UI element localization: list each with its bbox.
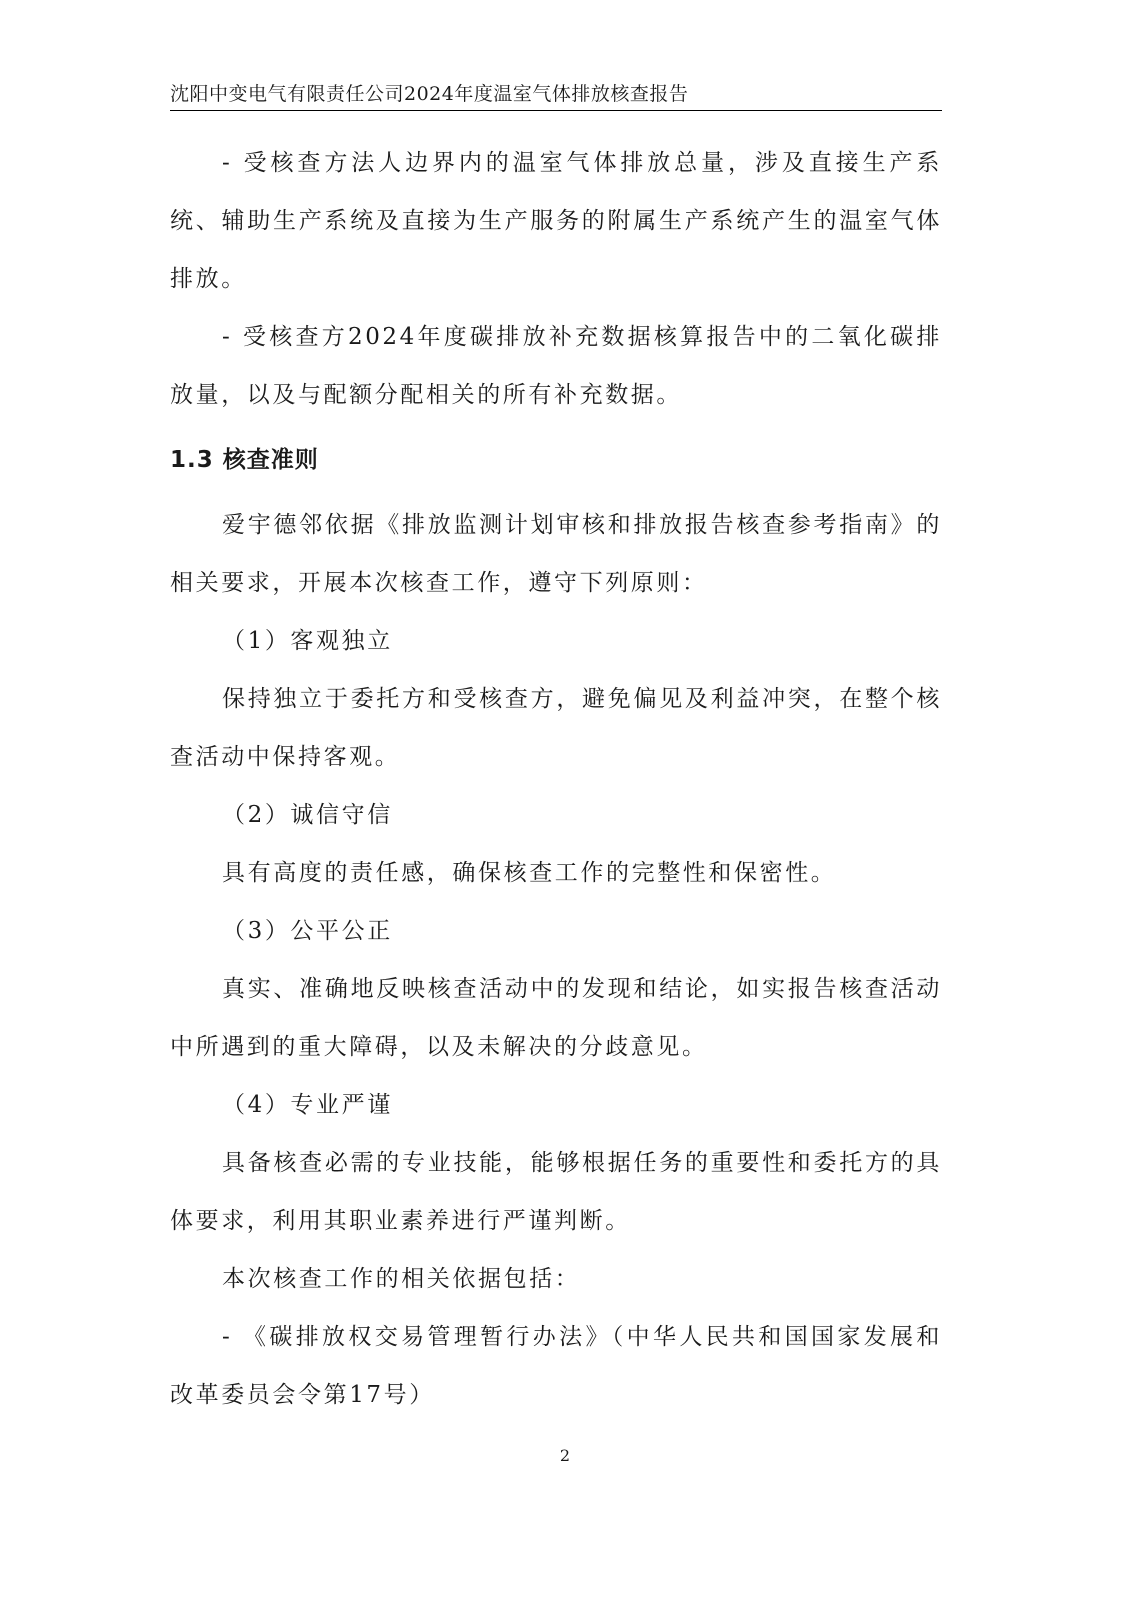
basis-item: - 《碳排放权交易管理暂行办法》（中华人民共和国国家发展和改革委员会令第17号） xyxy=(170,1324,942,1408)
scope-item-2: - 受核查方2024年度碳排放补充数据核算报告中的二氧化碳排放量，以及与配额分配相关的所有补充数据。 xyxy=(170,324,942,408)
section-heading: 1.3 核查准则 xyxy=(170,447,319,473)
scope-item-1: - 受核查方法人边界内的温室气体排放总量，涉及直接生产系统、辅助生产系统及直接为生产服务的附属生产系统产生的温室气体排放。 xyxy=(170,150,942,292)
section-intro: 爱宇德邻依据《排放监测计划审核和排放报告核查参考指南》的相关要求，开展本次核查工作，遵守下列原则： xyxy=(170,512,942,596)
principle-text: 具有高度的责任感，确保核查工作的完整性和保密性。 xyxy=(222,860,837,886)
principle-text: 保持独立于委托方和受核查方，避免偏见及利益冲突，在整个核查活动中保持客观。 xyxy=(170,686,942,770)
principle-text: 具备核查必需的专业技能，能够根据任务的重要性和委托方的具体要求，利用其职业素养进行严谨判断。 xyxy=(170,1150,942,1234)
principle-title: （4）专业严谨 xyxy=(222,1092,393,1118)
principle-title: （3）公平公正 xyxy=(222,918,393,944)
page-header: 沈阳中变电气有限责任公司2024年度温室气体排放核查报告 xyxy=(170,80,942,111)
principle-title: （1）客观独立 xyxy=(222,628,393,654)
page-number: 2 xyxy=(559,1446,571,1465)
basis-intro: 本次核查工作的相关依据包括： xyxy=(222,1266,581,1292)
principle-title: （2）诚信守信 xyxy=(222,802,393,828)
principle-text: 真实、准确地反映核查活动中的发现和结论，如实报告核查活动中所遇到的重大障碍，以及未解决的分歧意见。 xyxy=(170,976,942,1060)
document-body xyxy=(170,134,942,1424)
